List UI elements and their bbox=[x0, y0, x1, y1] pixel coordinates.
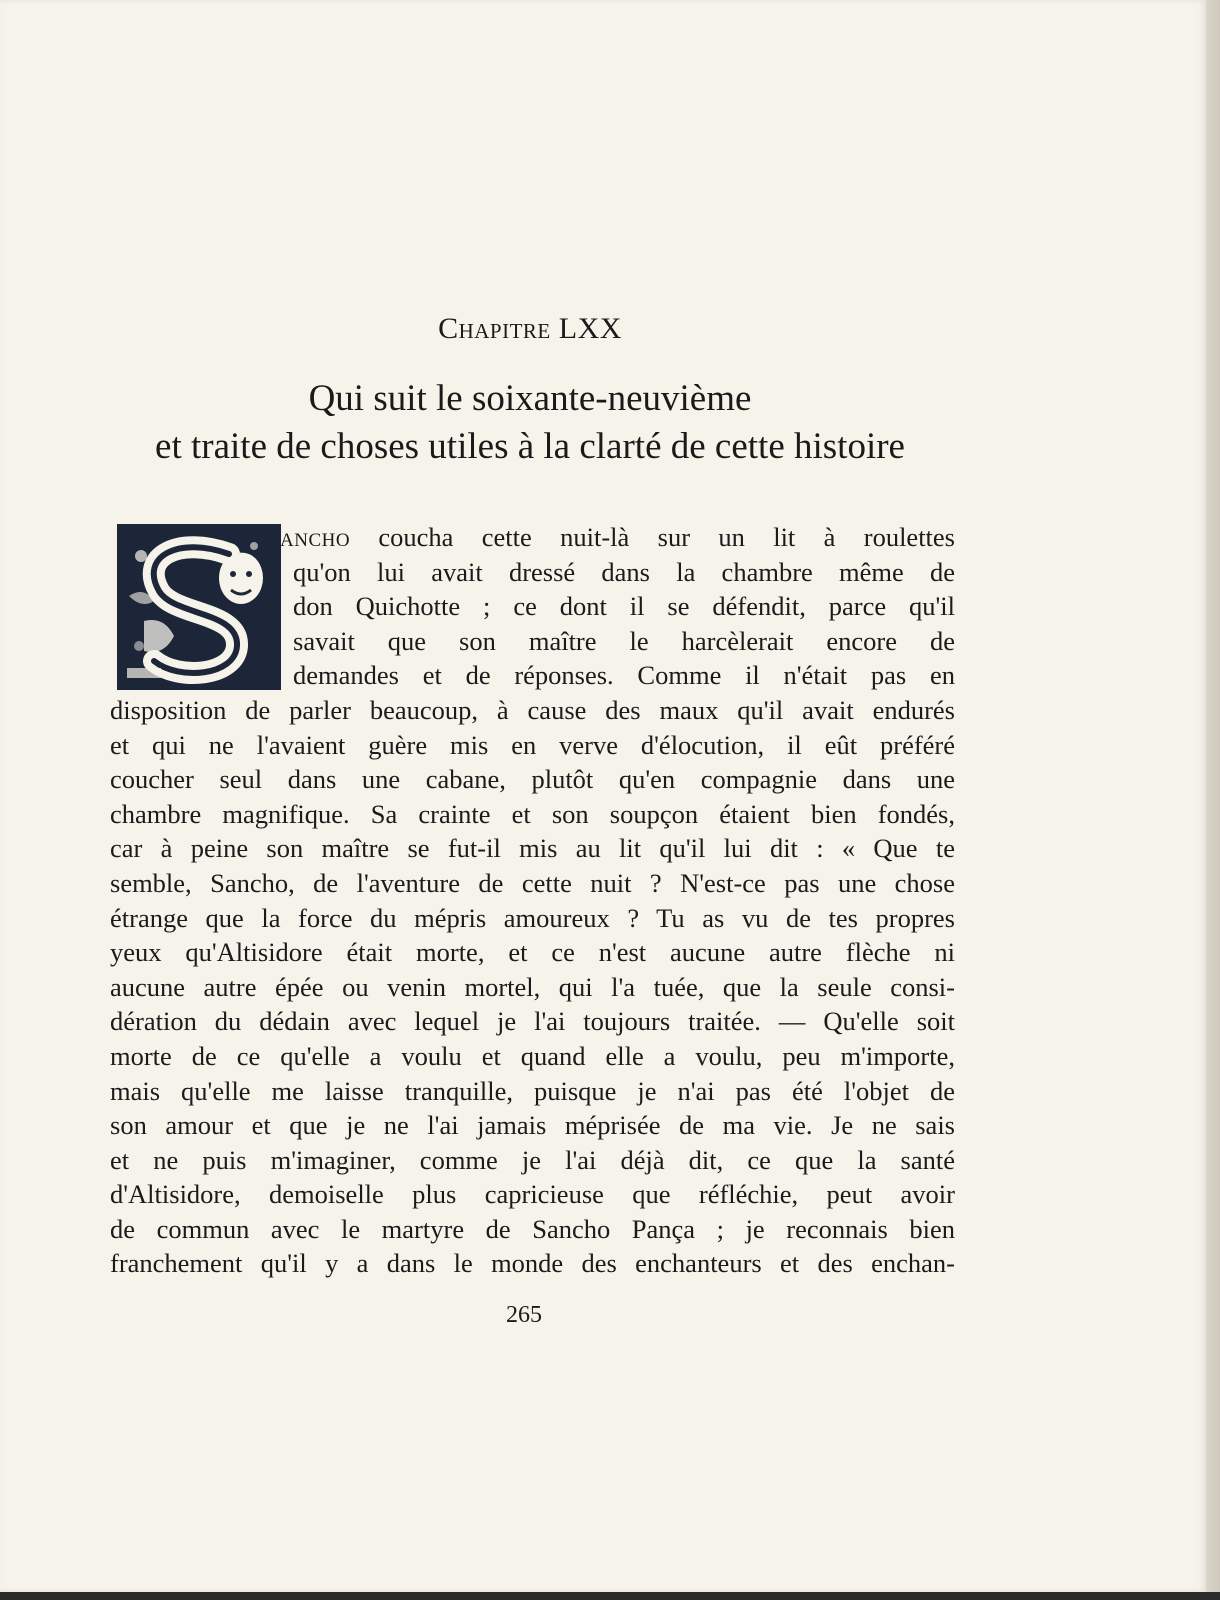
chapter-title-line-2: et traite de choses utiles à la clarté de cette histoire bbox=[155, 426, 905, 467]
body-line: demandes et de réponses. Comme il n'était pas en bbox=[293, 660, 955, 691]
body-line: yeux qu'Altisidore était morte, et ce n'est aucune autre flèche ni bbox=[110, 937, 955, 968]
chapter-title-line-1: Qui suit le soixante-neuvième bbox=[308, 378, 752, 419]
body-line: aucune autre épée ou venin mortel, qui l'a tuée, que la seule consi- bbox=[110, 971, 955, 1002]
body-line-1: ancho coucha cette nuit-là sur un lit à roulettes bbox=[280, 522, 955, 552]
chapter-title bbox=[0, 375, 1060, 471]
body-line: disposition de parler beaucoup, à cause des maux qu'il avait endurés bbox=[110, 694, 955, 725]
chapter-body bbox=[110, 520, 955, 1281]
body-line: étrange que la force du mépris amoureux ? Tu as vu de tes propres bbox=[110, 902, 955, 933]
body-line: don Quichotte ; ce dont il se défendit, parce qu'il bbox=[293, 591, 955, 622]
body-line: de commun avec le martyre de Sancho Pança ; je reconnais bien bbox=[110, 1213, 955, 1244]
body-line: d'Altisidore, demoiselle plus capricieuse que réfléchie, peut avoir bbox=[110, 1179, 955, 1210]
scan-bottom-edge bbox=[0, 1592, 1220, 1600]
page-number: 265 bbox=[506, 1302, 542, 1328]
body-line: savait que son maître le harcèlerait encore de bbox=[293, 625, 955, 656]
body-line: et qui ne l'avaient guère mis en verve d'élocution, il eût préféré bbox=[110, 729, 955, 760]
body-line: chambre magnifique. Sa crainte et son soupçon étaient bien fondés, bbox=[110, 798, 955, 829]
body-line: dération du dédain avec lequel je l'ai toujours traitée. — Qu'elle soit bbox=[110, 1006, 955, 1037]
body-line: semble, Sancho, de l'aventure de cette nuit ? N'est-ce pas une chose bbox=[110, 867, 955, 898]
body-line: son amour et que je ne l'ai jamais méprisée de ma vie. Je ne sais bbox=[110, 1110, 955, 1141]
body-line: morte de ce qu'elle a voulu et quand elle a voulu, peu m'importe, bbox=[110, 1040, 955, 1071]
page-edge bbox=[1206, 0, 1220, 1600]
body-line: franchement qu'il y a dans le monde des enchanteurs et des enchan- bbox=[110, 1248, 955, 1279]
body-line: coucher seul dans une cabane, plutôt qu'en compagnie dans une bbox=[110, 764, 955, 795]
first-word: ancho bbox=[280, 522, 351, 552]
body-line: qu'on lui avait dressé dans la chambre même de bbox=[293, 556, 955, 587]
chapter-label bbox=[0, 312, 1060, 346]
body-line: et ne puis m'imaginer, comme je l'ai déjà dit, ce que la santé bbox=[110, 1144, 955, 1175]
body-line: car à peine son maître se fut-il mis au lit qu'il lui dit : « Que te bbox=[110, 833, 955, 864]
body-line: mais qu'elle me laisse tranquille, puisque je n'ai pas été l'objet de bbox=[110, 1075, 955, 1106]
chapter-label-text: Chapitre LXX bbox=[438, 312, 622, 345]
